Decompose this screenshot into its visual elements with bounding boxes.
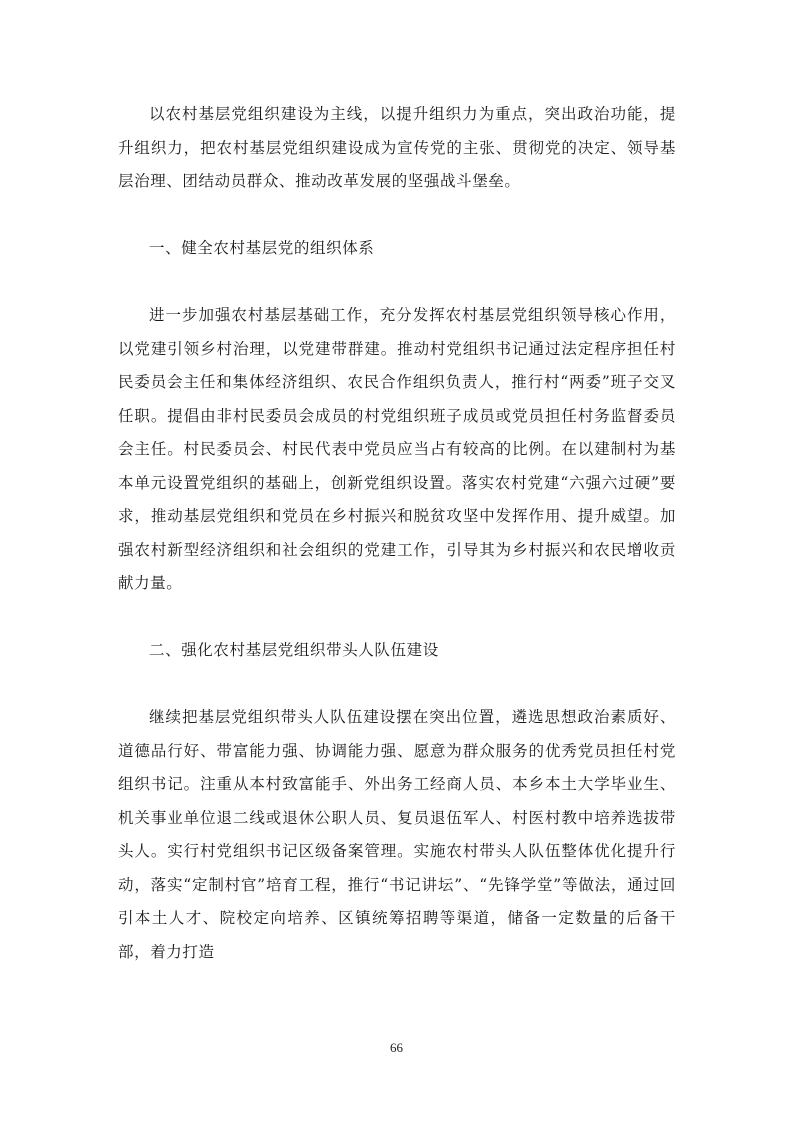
spacer — [118, 199, 676, 233]
section-1-heading: 一、健全农村基层党的组织体系 — [149, 239, 375, 257]
section-1-paragraph: 进一步加强农村基层基础工作，充分发挥农村基层党组织领导核心作用，以党建引领乡村治理，以党建带群建。推动村党组织书记通过法定程序担任村民委员会主任和集体经济组织、农民合作组织负责人，推行村“两委”班子交叉任职。提倡由非村民委员会成员的村党组织班子成员或党员担任村务监督委员会主任。村民委员会、村民代表中党员应当占有较高的比例。在以建制村为基本单元设置党组织的基础上，创新党组织设置。落实农村党建“六强六过硬”要求，推动基层党组织和党员在乡村振兴和脱贫攻坚中发挥作用、提升威望。加强农村新型经济组织和社会组织的党建工作，引导其为乡村振兴和农民增收贡献力量。 — [118, 306, 676, 592]
section-2-heading: 二、强化农村基层党组织带头人队伍建设 — [149, 641, 439, 659]
section-2-paragraph: 继续把基层党组织带头人队伍建设摆在突出位置，遴选思想政治素质好、道德品行好、带富能力强、协调能力强、愿意为群众服务的优秀党员担任村党组织书记。注重从本村致富能手、外出务工经商人员、本乡本土大学毕业生、机关事业单位退二线或退休公职人员、复员退伍军人、村医村教中培养选拔带头人。实行村党组织书记区级备案管理。实施农村带头人队伍整体优化提升行动，落实“定制村官”培育工程，推行“书记讲坛”、“先锋学堂”等做法，通过回引本土人才、院校定向培养、区镇统筹招聘等渠道，储备一定数量的后备干部，着力打造 — [118, 708, 676, 961]
spacer — [118, 601, 676, 635]
spacer — [118, 266, 676, 300]
document-body — [118, 98, 676, 969]
page-number: 66 — [390, 1040, 403, 1055]
spacer — [118, 668, 676, 702]
intro-paragraph: 以农村基层党组织建设为主线，以提升组织力为重点，突出政治功能，提升组织力，把农村基层党组织建设成为宣传党的主张、贯彻党的决定、领导基层治理、团结动员群众、推动改革发展的坚强战斗堡垒。 — [118, 105, 676, 190]
